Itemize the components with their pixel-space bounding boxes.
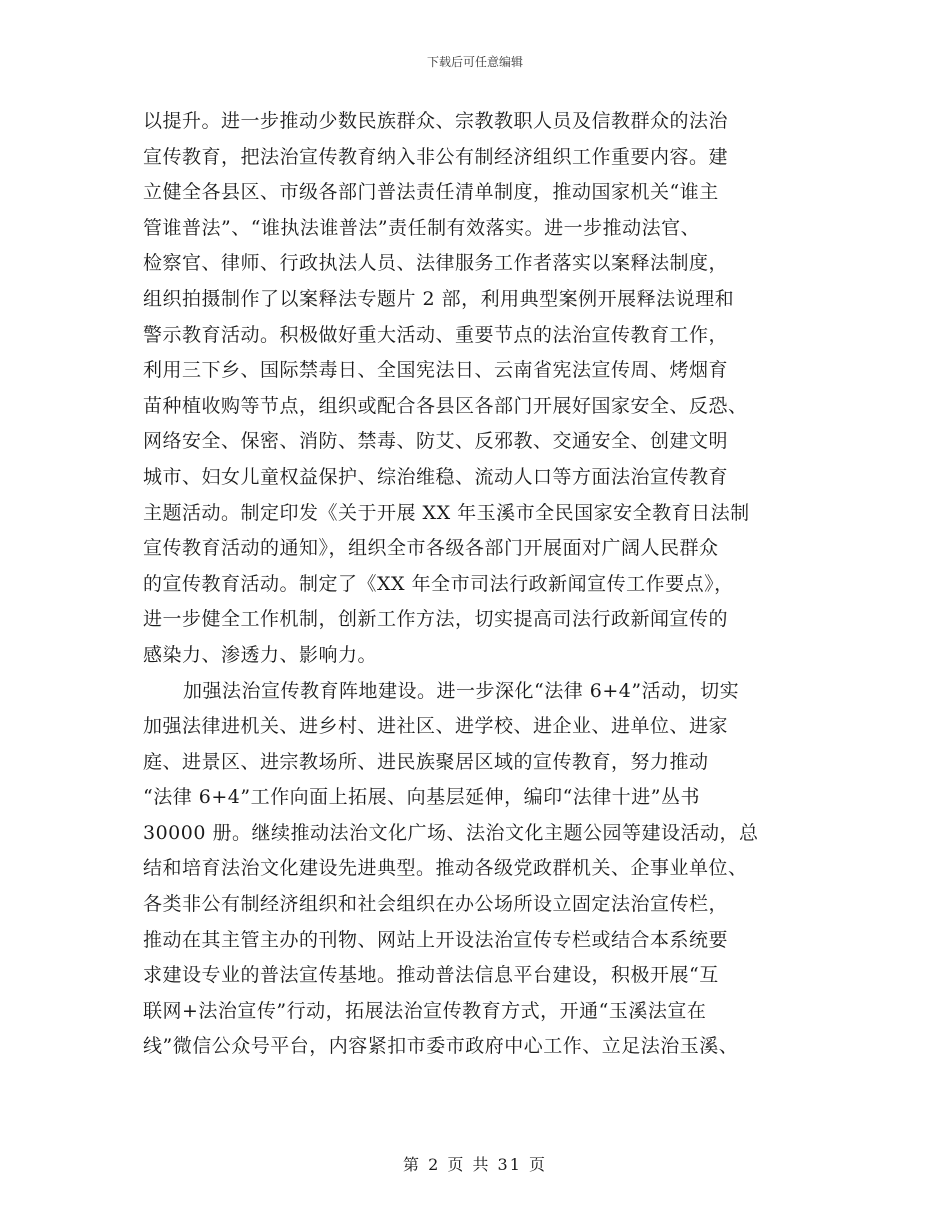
text-line: 宣传教育，把法治宣传教育纳入非公有制经济组织工作重要内容。建 <box>143 145 729 168</box>
text-line: 以提升。进一步推动少数民族群众、宗教教职人员及信教群众的法治 <box>143 110 729 132</box>
text-line: 警示教育活动。积极做好重大活动、重要节点的法治宣传教育工作， <box>143 323 729 346</box>
text-line: 组织拍摄制作了以案释法专题片 2 部，利用典型案例开展释法说理和 <box>143 287 735 310</box>
text-line: 立健全各县区、市级各部门普法责任清单制度，推动国家机关“谁主 <box>143 181 719 204</box>
text-line: 感染力、渗透力、影响力。 <box>143 643 378 666</box>
text-line: 庭、进景区、进宗教场所、进民族聚居区域的宣传教育，努力推动 <box>143 750 709 773</box>
text-line: 结和培育法治文化建设先进典型。推动各级党政群机关、企事业单位、 <box>143 857 748 880</box>
paragraph-2 <box>143 674 813 1066</box>
page-header: 下载后可任意编辑 <box>426 55 523 69</box>
text-line: 进一步健全工作机制，创新工作方法，切实提高司法行政新闻宣传的 <box>143 608 729 631</box>
text-line: 检察官、律师、行政执法人员、法律服务工作者落实以案释法制度， <box>143 252 729 275</box>
document-body <box>143 104 813 1065</box>
text-line: 线”微信公众号平台，内容紧扣市委市政府中心工作、立足法治玉溪、 <box>143 1035 739 1058</box>
text-line: 加强法治宣传教育阵地建设。进一步深化“法律 6+4”活动，切实 <box>183 679 740 702</box>
text-line: 苗种植收购等节点，组织或配合各县区各部门开展好国家安全、反恐、 <box>143 394 748 417</box>
text-line: 推动在其主管主办的刊物、网站上开设法治宣传专栏或结合本系统要 <box>143 928 729 951</box>
text-line: 城市、妇女儿童权益保护、综治维稳、流动人口等方面法治宣传教育 <box>143 465 729 488</box>
text-line: 管谁普法”、“谁执法谁普法”责任制有效落实。进一步推动法官、 <box>143 216 701 239</box>
page-number: 第 2 页 共 31 页 <box>403 1155 547 1174</box>
text-line: “法律 6+4”工作向面上拓展、向基层延伸，编印“法律十进”丛书 <box>143 786 700 809</box>
paragraph-1 <box>143 104 813 674</box>
text-line: 主题活动。制定印发《关于开展 XX 年玉溪市全民国家安全教育日法制 <box>143 501 750 524</box>
text-line: 利用三下乡、国际禁毒日、全国宪法日、云南省宪法宣传周、烤烟育 <box>143 359 729 382</box>
text-line: 加强法律进机关、进乡村、进社区、进学校、进企业、进单位、进家 <box>143 715 729 738</box>
text-line: 网络安全、保密、消防、禁毒、防艾、反邪教、交通安全、创建文明 <box>143 430 729 453</box>
text-line: 的宣传教育活动。制定了《XX 年全市司法行政新闻宣传工作要点》， <box>143 572 734 595</box>
text-line: 各类非公有制经济组织和社会组织在办公场所设立固定法治宣传栏， <box>143 893 729 916</box>
text-line: 30000 册。继续推动法治文化广场、法治文化主题公园等建设活动，总 <box>143 821 759 844</box>
text-line: 宣传教育活动的通知》，组织全市各级各部门开展面对广阔人民群众 <box>143 537 719 560</box>
text-line: 求建设专业的普法宣传基地。推动普法信息平台建设，积极开展“互 <box>143 964 719 987</box>
text-line: 联网+法治宣传”行动，拓展法治宣传教育方式，开通“玉溪法宣在 <box>143 999 707 1022</box>
